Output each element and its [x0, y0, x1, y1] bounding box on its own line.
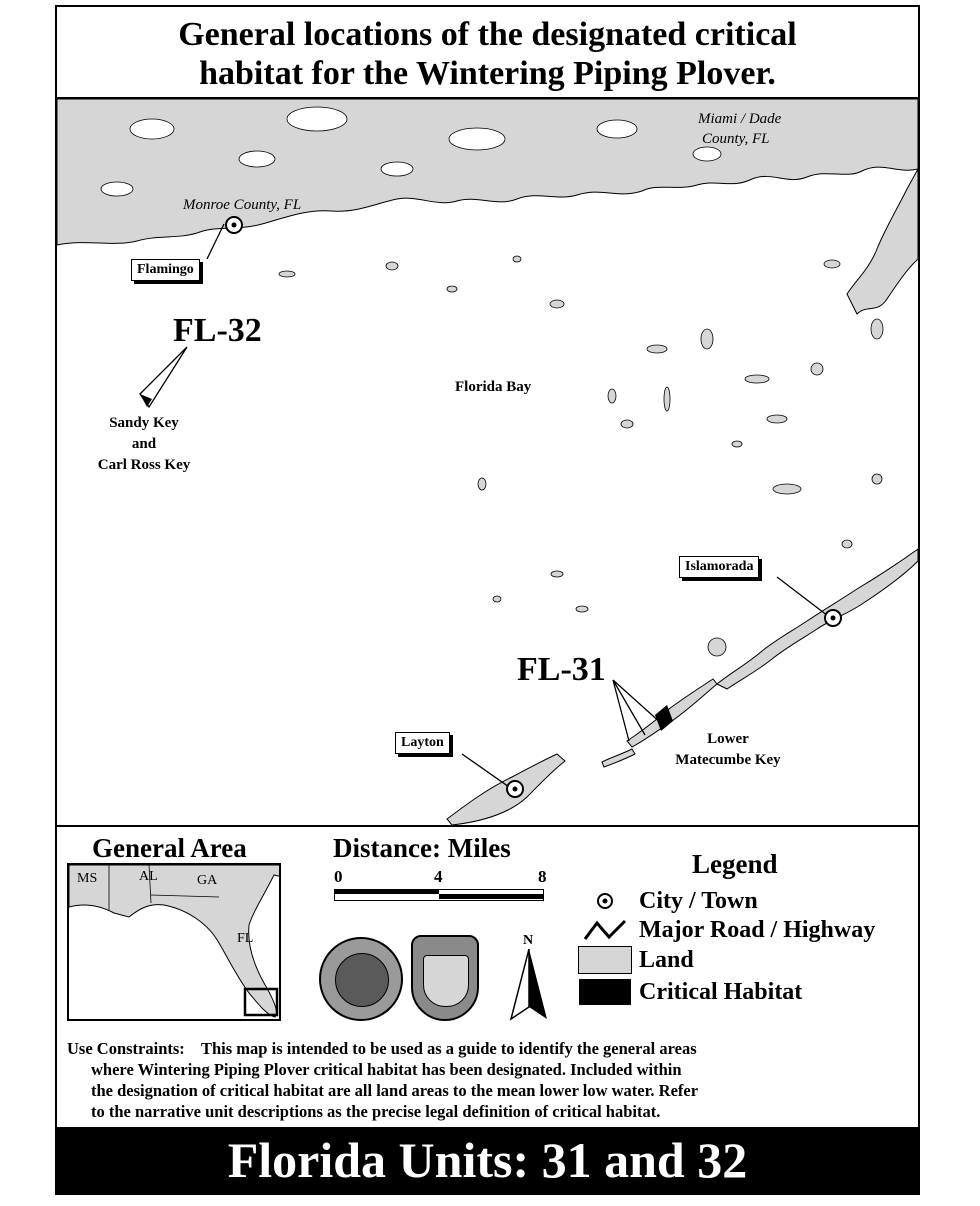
- fl31-unit-label: FL-31: [517, 651, 606, 688]
- legend-label-road: Major Road / Highway: [639, 916, 876, 943]
- land-swatch: [577, 946, 633, 974]
- scale-tick-8: 8: [538, 867, 547, 886]
- scale-bar-outline: [334, 889, 544, 901]
- fl32-unit-label: FL-32: [173, 312, 262, 349]
- scale-tick-4: 4: [434, 867, 443, 886]
- layton-key: [447, 754, 565, 825]
- layton-label: Layton: [395, 732, 450, 754]
- scale-segment-b: [439, 894, 543, 899]
- legend-item-habitat: [577, 978, 802, 1006]
- distance-heading: Distance: Miles: [333, 833, 511, 863]
- constraints-line-4: to the narrative unit descriptions as the precise legal definition of critical habitat.: [91, 1102, 661, 1121]
- road-line-icon: [577, 916, 633, 944]
- lower-matecumbe-label: [653, 729, 803, 771]
- map-key-panel: [57, 827, 918, 1127]
- lower-matecumbe-line-2: Matecumbe Key: [675, 752, 781, 768]
- scale-bar: [334, 867, 546, 907]
- constraints-line-3: the designation of critical habitat are all land areas to the mean lower low water. Refer: [91, 1081, 699, 1100]
- pointer-lines: [140, 224, 832, 789]
- inset-label-al: AL: [139, 869, 158, 884]
- inset-label-fl: FL: [237, 931, 254, 946]
- north-arrow-label: N: [523, 933, 534, 948]
- legend-item-land: [577, 946, 694, 974]
- small-key: [602, 749, 635, 767]
- circle-dot-icon: [577, 887, 633, 915]
- bay-islands: [279, 256, 883, 656]
- use-constraints: [67, 1038, 907, 1122]
- constraints-line-2: where Wintering Piping Plover critical habitat has been designated. Included within: [91, 1060, 682, 1079]
- miami-dade-label: [698, 109, 781, 149]
- legend-label-city: City / Town: [639, 887, 758, 914]
- town-markers: [226, 217, 841, 797]
- general-area-inset: [67, 863, 281, 1021]
- lower-matecumbe-line-1: Lower: [707, 731, 749, 747]
- title-line-1: General locations of the designated critical: [178, 16, 797, 53]
- habitat-swatch: [577, 978, 633, 1006]
- scale-segment-a: [335, 890, 439, 894]
- sandy-key-label: [79, 413, 209, 476]
- florida-bay-label: Florida Bay: [455, 379, 532, 395]
- legend-label-land: Land: [639, 946, 694, 973]
- constraints-line-1: This map is intended to be used as a guide to identify the general areas: [201, 1039, 697, 1058]
- interior-department-seal: [319, 937, 403, 1021]
- constraints-lead: Use Constraints:: [67, 1039, 185, 1058]
- legend-label-habitat: Critical Habitat: [639, 978, 803, 1005]
- footer-banner: Florida Units: 31 and 32: [57, 1127, 918, 1193]
- flamingo-label: Flamingo: [131, 259, 200, 281]
- north-arrow-icon: [509, 949, 549, 1023]
- legend-item-city: [577, 887, 758, 915]
- miami-dade-label-line-2: County, FL: [702, 131, 770, 147]
- general-area-heading: General Area: [92, 833, 247, 863]
- map-area[interactable]: [57, 99, 918, 827]
- legend-item-road: [577, 916, 875, 944]
- east-coast-land: [847, 169, 918, 314]
- north-arrow: [509, 933, 549, 1023]
- inset-label-ms: MS: [77, 871, 98, 886]
- fish-wildlife-service-logo: [411, 935, 479, 1021]
- mainland-land: [57, 99, 918, 245]
- map-title: [57, 7, 918, 99]
- sandy-key-line-3: Carl Ross Key: [97, 457, 191, 473]
- monroe-county-label: Monroe County, FL: [183, 197, 302, 213]
- legend-heading: Legend: [692, 849, 778, 879]
- scale-tick-0: 0: [334, 867, 343, 886]
- islamorada-label: Islamorada: [679, 556, 759, 578]
- sandy-key-line-1: Sandy Key: [109, 415, 179, 431]
- sandy-key-line-2: and: [131, 436, 157, 452]
- inset-label-ga: GA: [197, 873, 218, 888]
- miami-dade-label-line-1: Miami / Dade: [698, 111, 782, 127]
- title-line-2: habitat for the Wintering Piping Plover.: [199, 55, 776, 92]
